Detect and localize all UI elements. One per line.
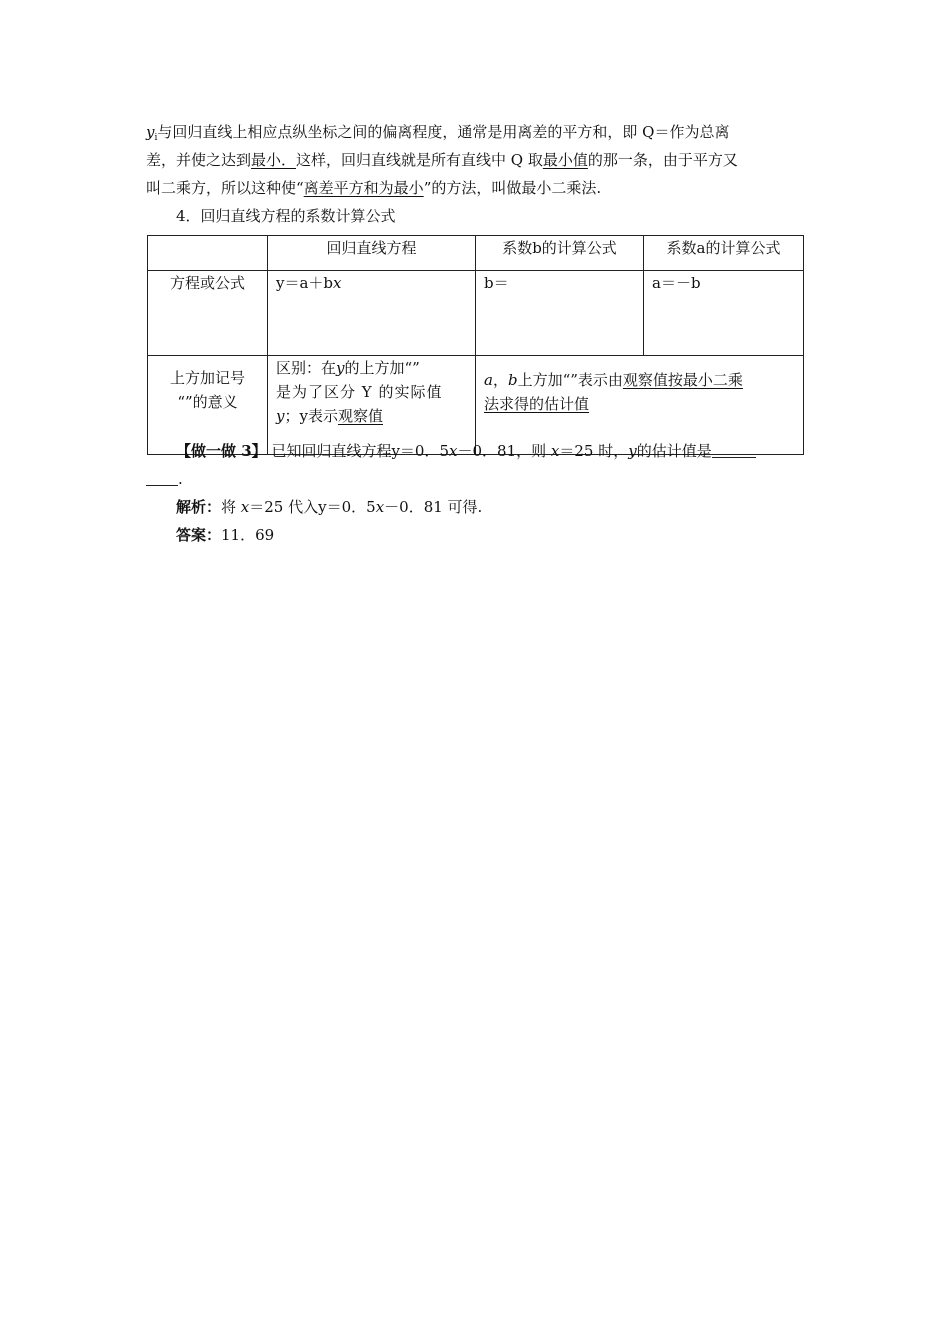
exercise-tag: 【做一做 3】 bbox=[176, 442, 267, 460]
table-header-row bbox=[148, 236, 804, 271]
underlined-observed-least-squares: 观察值按最小二乘 bbox=[622, 371, 743, 389]
var-x: x bbox=[449, 442, 458, 460]
intro-line-2-post: 的那一条，由于平方又 bbox=[587, 151, 738, 169]
analysis-line bbox=[176, 495, 482, 519]
answer-line bbox=[176, 523, 274, 547]
text-ab-mid: 上方加“”表示由 bbox=[517, 371, 623, 389]
cell-b-formula: b＝ bbox=[476, 271, 644, 356]
intro-line-2-pre: 差，并使之达到 bbox=[146, 151, 252, 169]
analysis-post: －0．81 可得. bbox=[384, 498, 483, 516]
text-y-means: ；y表示 bbox=[284, 407, 338, 425]
row-label-meaning-line-2: “”的意义 bbox=[177, 393, 238, 411]
analysis-label: 解析： bbox=[176, 498, 222, 516]
header-a-formula: 系数a的计算公式 bbox=[644, 236, 804, 271]
underlined-minimum: 最小． bbox=[251, 151, 297, 169]
answer-value: 11．69 bbox=[221, 526, 275, 544]
underlined-estimated-value: 法求得的估计值 bbox=[484, 395, 590, 413]
exercise-pre: 已知回归直线方程y＝0．5 bbox=[266, 442, 450, 460]
var-x: x bbox=[550, 442, 560, 460]
text-difference-post: 的上方加“” bbox=[344, 359, 420, 377]
var-b: b bbox=[507, 371, 518, 389]
coefficient-table bbox=[147, 235, 804, 455]
cell-ab-line-1 bbox=[484, 368, 795, 392]
underlined-minimum-value: 最小值 bbox=[542, 151, 588, 169]
analysis-mid: ＝25 代入y＝0．5 bbox=[249, 498, 376, 516]
answer-blank[interactable] bbox=[712, 443, 756, 458]
var-x: x bbox=[375, 498, 385, 516]
section-title: 4．回归直线方程的系数计算公式 bbox=[176, 207, 396, 225]
var-y-actual: y bbox=[276, 407, 285, 425]
intro-line-3-post: ”的方法，叫做最小二乘法. bbox=[423, 179, 602, 197]
cell-a-formula: a＝－b bbox=[644, 271, 804, 356]
var-a: a bbox=[484, 371, 493, 389]
intro-line-1 bbox=[146, 120, 729, 150]
row-label-meaning-line-1: 上方加记号 bbox=[169, 369, 245, 387]
var-x: x bbox=[333, 274, 342, 292]
equation-text: y＝a＋b bbox=[276, 274, 334, 292]
underlined-least-squares: 离差平方和为最小 bbox=[303, 179, 424, 197]
answer-label: 答案： bbox=[176, 526, 222, 544]
exercise-mid2: ＝25 时， bbox=[559, 442, 629, 460]
var-x: x bbox=[240, 498, 250, 516]
intro-line-2 bbox=[146, 148, 738, 172]
intro-line-3-pre: 叫二乘方，所以这种使“ bbox=[146, 179, 304, 197]
subscript-i: i bbox=[154, 133, 158, 143]
var-y: y bbox=[146, 123, 155, 141]
exercise-end: . bbox=[178, 470, 183, 488]
cell-ab-line-2 bbox=[484, 392, 795, 416]
header-b-formula: 系数b的计算公式 bbox=[476, 236, 644, 271]
answer-blank-continued[interactable] bbox=[146, 471, 178, 486]
cell-equation bbox=[268, 271, 476, 356]
var-y: y bbox=[336, 359, 345, 377]
analysis-pre: 将 bbox=[221, 498, 241, 516]
intro-line-3 bbox=[146, 176, 601, 200]
intro-line-2-mid: 这样，回归直线就是所有直线中 Q 取 bbox=[296, 151, 543, 169]
exercise-line bbox=[176, 439, 756, 463]
var-y: y bbox=[628, 442, 637, 460]
cell-meaning-line-1 bbox=[276, 356, 467, 380]
text-difference-pre: 区别：在 bbox=[276, 359, 337, 377]
header-equation: 回归直线方程 bbox=[268, 236, 476, 271]
comma: ， bbox=[492, 371, 508, 389]
cell-meaning-line-2: 是为了区分 Y 的实际值 bbox=[276, 383, 443, 401]
intro-line-1-text: 与回归直线上相应点纵坐标之间的偏离程度，通常是用离差的平方和，即 Q＝作为总离 bbox=[157, 123, 730, 141]
cell-meaning-line-3 bbox=[276, 404, 467, 428]
header-cell-empty bbox=[148, 236, 268, 271]
exercise-post: 的估计值是 bbox=[636, 442, 712, 460]
exercise-mid: －0．81，则 bbox=[457, 442, 551, 460]
underlined-observed-value: 观察值 bbox=[337, 407, 383, 425]
exercise-line-2 bbox=[146, 467, 183, 491]
table-row-formula bbox=[148, 271, 804, 356]
row-label-formula: 方程或公式 bbox=[148, 271, 268, 356]
